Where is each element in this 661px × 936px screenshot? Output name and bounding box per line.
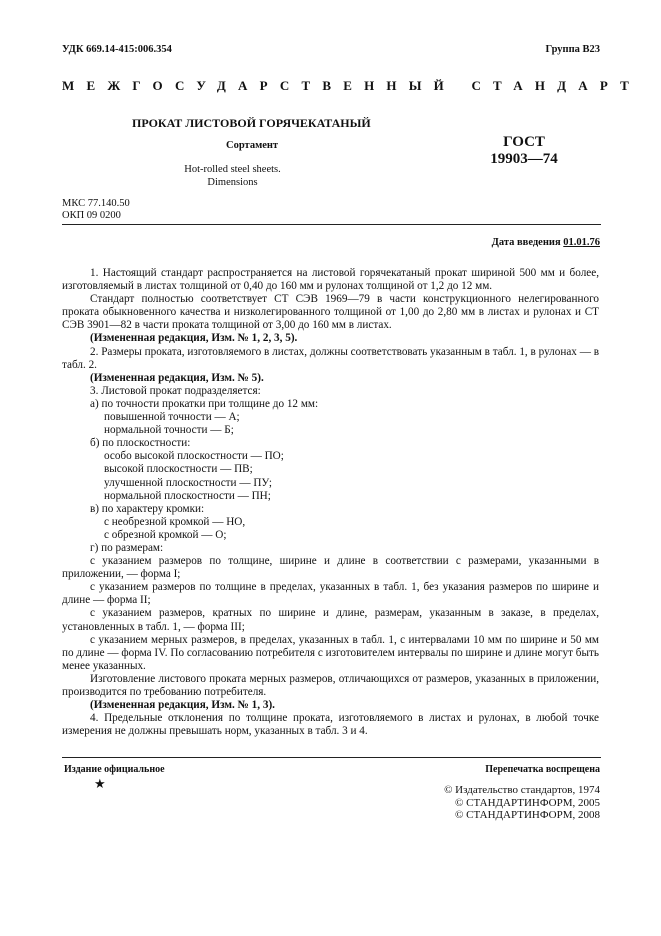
body-paragraph: с необрезной кромкой — НО, bbox=[104, 515, 246, 528]
okp-code: ОКП 09 0200 bbox=[62, 210, 121, 221]
copyright-line: © Издательство стандартов, 1974 bbox=[444, 784, 600, 796]
body-paragraph: с указанием мерных размеров, в пределах, указанных в табл. 1, с интервалами 10 мм по ширине и 50 мм по длине — форма IV. По согласованию потребителя с изготовителем интервалы по ширине и длине могут быть менее указанных. bbox=[62, 633, 599, 672]
body-paragraph: нормальной точности — Б; bbox=[104, 424, 234, 437]
standard-banner: МЕЖГОСУДАРСТВЕННЫЙ СТАНДАРТ bbox=[62, 78, 642, 93]
copyright-line: © СТАНДАРТИНФОРМ, 2008 bbox=[455, 809, 600, 821]
body-paragraph: с указанием размеров по толщине, ширине и длине в соответствии с размерами, указанными в приложении, — форма I; bbox=[62, 555, 599, 581]
reprint-prohibited-note: Перепечатка воспрещена bbox=[485, 764, 600, 775]
body-paragraph: повышенной точности — А; bbox=[104, 411, 240, 424]
body-paragraph: г) по размерам: bbox=[90, 541, 164, 554]
body-paragraph: с указанием размеров по толщине в пределах, указанных в табл. 1, без указания размеров по ширине и длине — форма II; bbox=[62, 581, 599, 607]
gost-number bbox=[488, 134, 560, 168]
document-body bbox=[62, 267, 599, 738]
body-paragraph: 2. Размеры проката, изготовляемого в листах, должны соответствовать указанным в табл. 1, в рулонах — в табл. 2. bbox=[62, 345, 599, 371]
classification-codes bbox=[62, 198, 130, 222]
star-icon: ★ bbox=[94, 776, 106, 791]
body-paragraph: нормальной плоскостности — ПН; bbox=[104, 489, 271, 502]
mks-code: МКС 77.140.50 bbox=[62, 198, 130, 209]
amendment-note: (Измененная редакция, Изм. № 1, 3). bbox=[90, 699, 275, 712]
document-subtitle: Сортамент bbox=[226, 140, 279, 151]
body-paragraph: 4. Предельные отклонения по толщине проката, изготовляемого в листах и рулонах, в любой точке измерения не должны превышать норм, указанных в табл. 3 и 4. bbox=[62, 712, 599, 738]
body-paragraph: с указанием размеров, кратных по ширине и длине, размерам, указанным в заказе, в пределах, установленных в табл. 1, — форма III; bbox=[62, 607, 599, 633]
body-paragraph: улучшенной плоскостности — ПУ; bbox=[104, 476, 273, 489]
body-paragraph: Изготовление листового проката мерных размеров, отличающихся от размеров, указанных в приложении, производится по требованию потребителя. bbox=[62, 672, 599, 698]
body-paragraph: б) по плоскостности: bbox=[90, 437, 191, 450]
gost-label: ГОСТ bbox=[503, 134, 545, 150]
english-title bbox=[175, 163, 290, 189]
copyright-line: © СТАНДАРТИНФОРМ, 2005 bbox=[455, 796, 600, 809]
introduction-date-label: Дата введения bbox=[491, 237, 561, 248]
body-paragraph: Стандарт полностью соответствует СТ СЭВ 1969—79 в части конструкционного нелегированного проката обыкновенного качества и низколегированного толщиной от 1,00 до 2,80 мм в листах и рулонах и СТ СЭВ 3901—82 в части проката толщиной от 3,00 до 160 мм в листах. bbox=[62, 293, 599, 332]
body-paragraph: в) по характеру кромки: bbox=[90, 502, 205, 515]
introduction-date-value: 01.01.76 bbox=[563, 237, 600, 248]
header-divider bbox=[62, 224, 601, 225]
english-title-line-1: Hot-rolled steel sheets. bbox=[184, 164, 281, 175]
body-paragraph: 1. Настоящий стандарт распространяется на листовой горячекатаный прокат шириной 500 мм и более, изготовляемый в листах толщиной от 0,40 до 160 мм и рулонах толщиной от 1,2 до 12 мм. bbox=[62, 267, 599, 293]
group-code: Группа В23 bbox=[545, 44, 600, 55]
body-paragraph: с обрезной кромкой — О; bbox=[104, 528, 227, 541]
body-paragraph: а) по точности прокатки при толщине до 12 мм: bbox=[90, 397, 319, 410]
copyright-block bbox=[444, 784, 600, 822]
udk-code: УДК 669.14-415:006.354 bbox=[62, 44, 172, 55]
document-title: ПРОКАТ ЛИСТОВОЙ ГОРЯЧЕКАТАНЫЙ bbox=[132, 116, 371, 130]
amendment-note: (Измененная редакция, Изм. № 1, 2, 3, 5). bbox=[90, 332, 298, 345]
body-paragraph: 3. Листовой прокат подразделяется: bbox=[90, 384, 261, 397]
footer-divider bbox=[62, 757, 601, 758]
official-edition-note: Издание официальное bbox=[64, 764, 165, 775]
introduction-date bbox=[492, 237, 600, 248]
body-paragraph: особо высокой плоскостности — ПО; bbox=[104, 450, 284, 463]
gost-code: 19903—74 bbox=[490, 151, 558, 167]
amendment-note: (Измененная редакция, Изм. № 5). bbox=[90, 371, 264, 384]
english-title-line-2: Dimensions bbox=[207, 177, 258, 188]
body-paragraph: высокой плоскостности — ПВ; bbox=[104, 463, 253, 476]
